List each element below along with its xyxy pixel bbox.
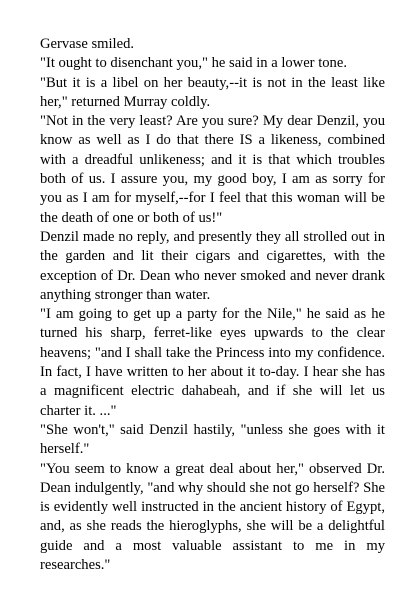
paragraph-denzil-no-reply: Denzil made no reply, and presently they all strolled out in the garden and lit their cigars and cigarettes, with the exception of Dr. Dean who never smoked and never drank anything stronger than water. bbox=[40, 228, 385, 303]
paragraph-not-in-the-least: "Not in the very least? Are you sure? My dear Denzil, you know as well as I do that there IS a likeness, combined with a dreadful unlikeness; and it is that which troubles both of us. I assure you, my good boy, I am as sorry for you as I am for myself,--for I feel that this woman will be the death of one or both of us!" bbox=[40, 113, 385, 226]
paragraph-libel: "But it is a libel on her beauty,--it is not in the least like her," returned Murray coldly. bbox=[40, 74, 385, 110]
paragraph-dr-dean: "You seem to know a great deal about her," observed Dr. Dean indulgently, "and why should she not go herself? She is evidently well instructed in the ancient history of Egypt, and, as she reads the hieroglyphs, she will be a delightful guide and a most valuable assistant to me in my researches." bbox=[40, 460, 385, 574]
paragraph-gervase-smiled: Gervase smiled. bbox=[40, 36, 135, 52]
paragraph-disenchant: "It ought to disenchant you," he said in a lower tone. bbox=[40, 55, 347, 72]
paragraph-she-wont: "She won't," said Denzil hastily, "unless she goes with it herself." bbox=[40, 421, 385, 458]
page-text bbox=[40, 35, 385, 575]
paragraph-nile-party: "I am going to get up a party for the Nile," he said as he turned his sharp, ferret-like eyes upwards to the clear heavens; "and I shall take the Princess into my confidence. In fact, I have written to her about it to-day. I hear she has a magnificent electric dahabeah, and if she will let us charter it. ..." bbox=[40, 306, 385, 419]
